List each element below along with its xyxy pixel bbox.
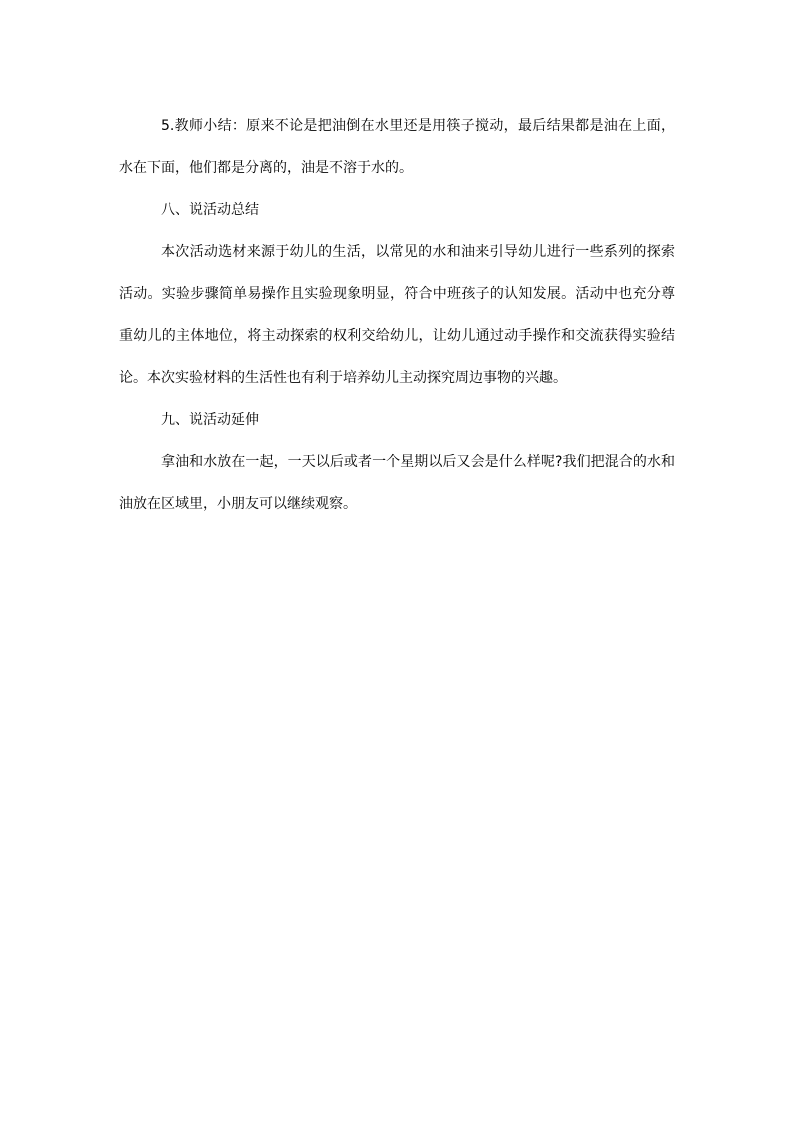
paragraph-teacher-summary: 5.教师小结：原来不论是把油倒在水里还是用筷子搅动，最后结果都是油在上面，水在下面，他们都是分离的，油是不溶于水的。 [119, 118, 675, 176]
heading-activity-extension: 九、说活动延伸 [161, 412, 259, 428]
document-body [119, 105, 675, 525]
heading-activity-summary: 八、说活动总结 [161, 202, 259, 218]
paragraph-activity-extension: 拿油和水放在一起，一天以后或者一个星期以后又会是什么样呢?我们把混合的水和油放在区域里，小朋友可以继续观察。 [119, 454, 675, 512]
paragraph-activity-summary: 本次活动选材来源于幼儿的生活，以常见的水和油来引导幼儿进行一些系列的探索活动。实验步骤简单易操作且实验现象明显，符合中班孩子的认知发展。活动中也充分尊重幼儿的主体地位，将主动探索的权利交给幼儿，让幼儿通过动手操作和交流获得实验结论。本次实验材料的生活性也有利于培养幼儿主动探究周边事物的兴趣。 [119, 244, 675, 386]
